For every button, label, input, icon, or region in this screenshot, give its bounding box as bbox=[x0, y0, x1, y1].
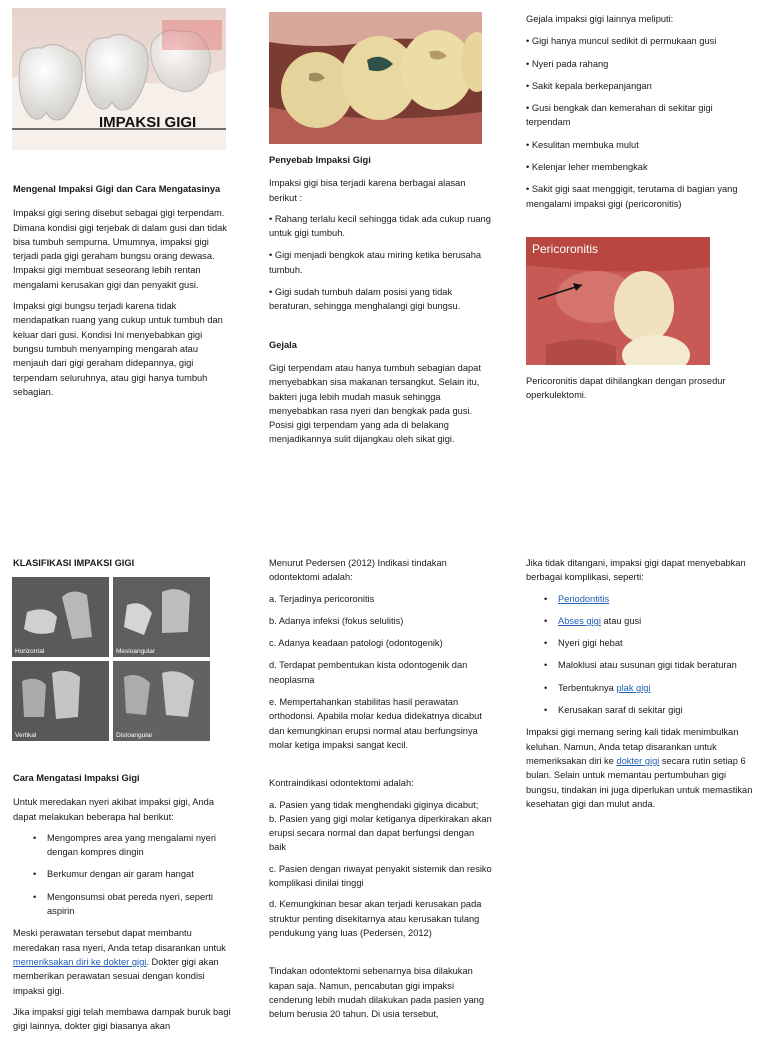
penutup-text-post: secara rutin setiap 6 bulan. Selain untuk memantau pertumbuhan gigi bungsu, tindakan ini juga diperlukan untuk memastikan kesehatan gigi dan mulut anda. bbox=[526, 755, 753, 809]
indikasi-item-e: e. Mempertahankan stabilitas hasil perawatan orthodonsi. Apabila molar kedua didekatnya dicabut dan kemungkinan erupsi normal atau berfungsinya molar ketiga impaksi sangat kecil. bbox=[269, 697, 482, 750]
gejala-lain-item-4: • Gusi bengkak dan kemerahan di sekitar gigi terpendam bbox=[526, 103, 713, 128]
tooth-photo bbox=[269, 12, 482, 144]
plak-gigi-link[interactable]: plak gigi bbox=[616, 682, 651, 693]
komplikasi-item-3: • Nyeri gigi hebat bbox=[558, 636, 754, 650]
komplikasi-item-1 bbox=[558, 592, 754, 606]
cara-heading: Cara Mengatasi Impaksi Gigi bbox=[13, 773, 140, 783]
hero-title: IMPAKSI GIGI bbox=[99, 114, 197, 131]
abses-gigi-link[interactable]: Abses gigi bbox=[558, 615, 601, 626]
penyebab-item-1: • Rahang terlalu kecil sehingga tidak ada cukup ruang untuk gigi tumbuh. bbox=[269, 213, 491, 239]
xray-panel bbox=[12, 577, 210, 741]
indikasi-item-c: c. Adanya keadaan patologi (odontogenik) bbox=[269, 638, 443, 649]
section1-paragraph-1: Impaksi gigi sering disebut sebagai gigi terpendam. Dimana kondisi gigi terjebak di dalam gusi dan tidak bisa tumbuh sempurna. Umumnya, impaksi gigi terjadi pada gigi geraham bungsu orang dewasa. Impaksi gigi membuat seseorang lebih rentan mengalami kerusakan gigi dan penyakit gusi. bbox=[13, 208, 227, 290]
hero-image bbox=[12, 8, 226, 150]
gejala-lain-item-1: • Gigi hanya muncul sedikit di permukaan gusi bbox=[526, 36, 717, 47]
meski-text-post: . Dokter gigi akan memberikan perawatan sesuai dengan kondisi impaksi gigi. bbox=[13, 956, 219, 996]
xray-icon bbox=[12, 577, 210, 741]
komplikasi-item-6: • Kerusakan saraf di sekitar gigi bbox=[558, 703, 754, 717]
cara-intro: Untuk meredakan nyeri akibat impaksi gigi, Anda dapat melakukan beberapa hal berikut: bbox=[13, 797, 215, 822]
klasifikasi-heading: KLASIFIKASI IMPAKSI GIGI bbox=[13, 558, 135, 568]
penutup-text-pre: Impaksi gigi memang sering kali tidak menimbulkan keluhan. Namun, Anda tetap disarankan untuk memeriksakan diri ke bbox=[526, 727, 739, 766]
column-2-bottom bbox=[269, 556, 493, 1028]
dokter-gigi-link[interactable]: dokter gigi bbox=[616, 755, 660, 766]
gejala-lain-item-5: • Kesulitan membuka mulut bbox=[526, 139, 639, 150]
cara-list bbox=[13, 831, 235, 918]
kontra-item-c: c. Pasien dengan riwayat penyakit sistemik dan resiko komplikasi dinilai tinggi bbox=[269, 863, 492, 889]
gejala-lain-list bbox=[526, 34, 756, 211]
tooth-photo-icon bbox=[269, 12, 482, 144]
penutup-paragraph bbox=[526, 725, 754, 811]
periodontitis-link[interactable]: Periodontitis bbox=[558, 593, 610, 604]
pericoronitis-photo bbox=[526, 237, 710, 365]
penyebab-list bbox=[269, 212, 493, 314]
cara-item-1: • Mengompres area yang mengalami nyeri dengan kompres dingin bbox=[47, 831, 235, 860]
penyebab-item-2: • Gigi menjadi bengkok atau miring ketika berusaha tumbuh. bbox=[269, 250, 482, 275]
column-1-bottom bbox=[13, 556, 235, 577]
xray-label-mesioangular: Mesioangular bbox=[116, 648, 156, 655]
meski-paragraph bbox=[13, 926, 235, 997]
abses-post-text: atau gusi bbox=[600, 615, 642, 626]
photo-label: Pericoronitis bbox=[532, 242, 599, 256]
column-3-bottom bbox=[526, 556, 754, 818]
column-3-top bbox=[526, 12, 756, 219]
kontra-item-d: d. Kemungkinan besar akan terjadi kerusakan pada struktur penting disekitarnya atau kerusakan tulang pendukung yang luas (Pedersen, 2012) bbox=[269, 899, 482, 938]
tooth-illustration bbox=[12, 8, 226, 150]
gejala-heading: Gejala bbox=[269, 339, 297, 350]
cara-item-3: • Mengonsumsi obat pereda nyeri, seperti aspirin bbox=[47, 890, 235, 919]
gejala-lain-intro: Gejala impaksi gigi lainnya meliputi: bbox=[526, 14, 674, 24]
column-3-caption bbox=[526, 374, 756, 410]
meski-text-pre: Meski perawatan tersebut dapat membantu meredakan rasa nyeri, Anda tetap disarankan untuk bbox=[13, 928, 226, 953]
penyebab-item-3: • Gigi sudah tumbuh dalam posisi yang tidak beraturan, sehingga menghalangi gigi bungsu. bbox=[269, 287, 461, 312]
xray-label-horizontal: Horizontal bbox=[15, 648, 45, 655]
komplikasi-list bbox=[526, 592, 754, 718]
penyebab-intro: Impaksi gigi bisa terjadi karena berbagai alasan berikut : bbox=[269, 178, 466, 203]
indikasi-item-a: a. Terjadinya pericoronitis bbox=[269, 593, 375, 604]
komplikasi-item-2 bbox=[558, 614, 754, 628]
indikasi-item-d: d. Terdapat pembentukan kista odontogenik dan neoplasma bbox=[269, 660, 468, 685]
column-2-top bbox=[269, 153, 493, 454]
pericoronitis-photo-icon bbox=[526, 237, 710, 365]
komplikasi-item-5 bbox=[558, 681, 754, 695]
column-1-top bbox=[13, 182, 235, 406]
kontra-item-ab: a. Pasien yang tidak menghendaki giginya dicabut; b. Pasien yang gigi molar ketiganya diperkirakan akan erupsi secara normal dan dapat berfungsi dengan baik bbox=[269, 799, 492, 853]
plak-pre-text: Terbentuknya bbox=[558, 682, 617, 693]
komplikasi-item-4: • Maloklusi atau susunan gigi tidak beraturan bbox=[558, 658, 754, 672]
periksa-dokter-link[interactable]: memeriksakan diri ke dokter gigi bbox=[13, 956, 147, 967]
gejala-paragraph: Gigi terpendam atau hanya tumbuh sebagian dapat menyebabkan sisa makanan tersangkut. Selain itu, bakteri juga lebih mudah masuk sehingga menyebabkan rasa nyeri dan bengkak pada gusi. Posisi gigi terpendam yang ada di belakang menjadikannya sulit dijangkau oleh sikat gigi. bbox=[269, 362, 481, 445]
indikasi-list bbox=[269, 592, 493, 753]
section1-paragraph-2: Impaksi gigi bungsu terjadi karena tidak mendapatkan ruang yang cukup untuk tumbuh dan keluar dari gusi. Kondisi Ini menyebabkan gigi bungsu tumbuh menyamping mengarah atau menjauh dari gigi geraham didepannya, gigi terpendam seluruhnya, atau gigi hanya tumbuh sebagian. bbox=[13, 301, 223, 397]
komplikasi-intro: Jika tidak ditangani, impaksi gigi dapat menyebabkan berbagai komplikasi, seperti: bbox=[526, 558, 746, 583]
column-1-cara bbox=[13, 771, 235, 1040]
gejala-lain-item-6: • Kelenjar leher membengkak bbox=[526, 162, 648, 173]
gejala-lain-item-7: • Sakit gigi saat menggigit, terutama di bagian yang mengalami impaksi gigi (pericoronitis) bbox=[526, 184, 738, 209]
gejala-lain-item-2: • Nyeri pada rahang bbox=[526, 58, 609, 69]
jika-paragraph: Jika impaksi gigi telah membawa dampak buruk bagi gigi lainnya, dokter gigi biasanya akan bbox=[13, 1006, 231, 1032]
cara-item-2: • Berkumur dengan air garam hangat bbox=[47, 867, 235, 881]
section1-heading: Mengenal Impaksi Gigi dan Cara Mengatasinya bbox=[13, 184, 221, 194]
xray-label-vertikal: Vertikal bbox=[15, 732, 37, 739]
penyebab-heading: Penyebab Impaksi Gigi bbox=[269, 155, 371, 165]
kontra-intro: Kontraindikasi odontektomi adalah: bbox=[269, 778, 414, 789]
photo-caption: Pericoronitis dapat dihilangkan dengan prosedur operkulektomi. bbox=[526, 376, 726, 401]
indikasi-intro: Menurut Pedersen (2012) Indikasi tindakan odontektomi adalah: bbox=[269, 558, 447, 583]
indikasi-item-b: b. Adanya infeksi (fokus selulitis) bbox=[269, 615, 404, 626]
gejala-lain-item-3: • Sakit kepala berkepanjangan bbox=[526, 80, 652, 91]
xray-label-distoangular: Distoangular bbox=[116, 732, 153, 739]
tindakan-paragraph: Tindakan odontektomi sebenarnya bisa dilakukan kapan saja. Namun, pencabutan gigi impaksi cenderung lebih mudah dilakukan pada pasien yang belum berusia 20 tahun. Di usia tersebut, bbox=[269, 966, 485, 1020]
